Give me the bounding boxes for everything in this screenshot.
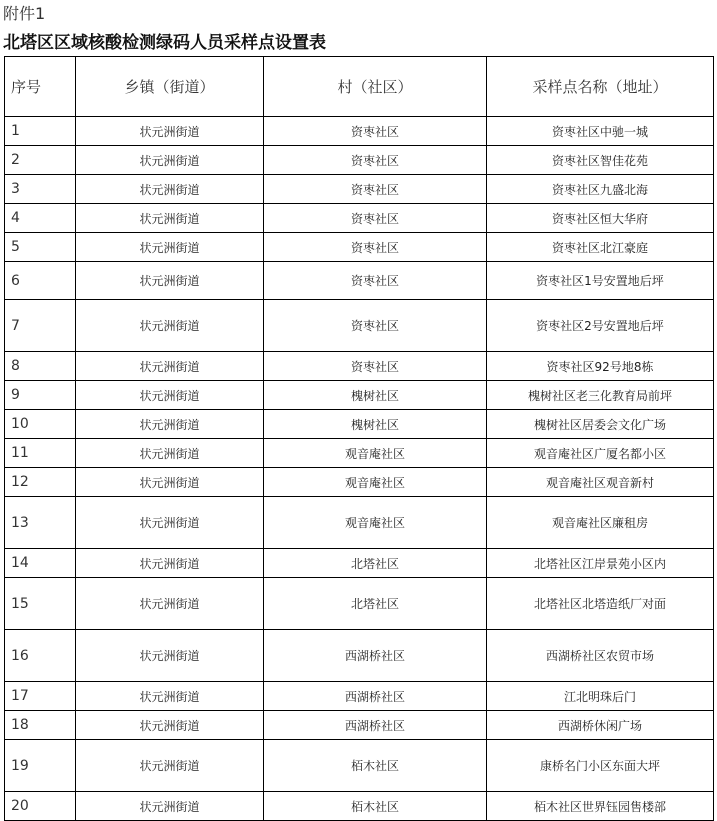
cell-village: 资枣社区 xyxy=(264,204,487,233)
sampling-sites-table xyxy=(4,56,714,821)
cell-town: 状元洲街道 xyxy=(76,439,264,468)
cell-town: 状元洲街道 xyxy=(76,497,264,549)
cell-village: 观音庵社区 xyxy=(264,468,487,497)
cell-serial-number: 9 xyxy=(5,381,76,410)
cell-serial-number: 18 xyxy=(5,711,76,740)
cell-serial-number: 11 xyxy=(5,439,76,468)
cell-site: 资枣社区九盛北海 xyxy=(487,175,714,204)
table-row xyxy=(5,300,714,352)
cell-site: 资枣社区92号地8栋 xyxy=(487,352,714,381)
table-row xyxy=(5,630,714,682)
table-row xyxy=(5,740,714,792)
header-serial-number: 序号 xyxy=(5,57,76,117)
cell-site: 资枣社区1号安置地后坪 xyxy=(487,262,714,300)
cell-site: 资枣社区2号安置地后坪 xyxy=(487,300,714,352)
cell-serial-number: 13 xyxy=(5,497,76,549)
table-row xyxy=(5,468,714,497)
cell-site: 栢木社区世界钰园售楼部 xyxy=(487,792,714,821)
cell-serial-number: 1 xyxy=(5,117,76,146)
cell-village: 资枣社区 xyxy=(264,117,487,146)
cell-village: 资枣社区 xyxy=(264,175,487,204)
cell-town: 状元洲街道 xyxy=(76,549,264,578)
cell-serial-number: 8 xyxy=(5,352,76,381)
cell-serial-number: 12 xyxy=(5,468,76,497)
cell-town: 状元洲街道 xyxy=(76,630,264,682)
table-row xyxy=(5,352,714,381)
cell-site: 西湖桥休闲广场 xyxy=(487,711,714,740)
table-row xyxy=(5,175,714,204)
cell-village: 资枣社区 xyxy=(264,300,487,352)
cell-town: 状元洲街道 xyxy=(76,711,264,740)
cell-site: 北塔社区北塔造纸厂对面 xyxy=(487,578,714,630)
cell-town: 状元洲街道 xyxy=(76,117,264,146)
cell-serial-number: 5 xyxy=(5,233,76,262)
cell-village: 北塔社区 xyxy=(264,549,487,578)
cell-village: 观音庵社区 xyxy=(264,439,487,468)
cell-serial-number: 2 xyxy=(5,146,76,175)
cell-village: 栢木社区 xyxy=(264,792,487,821)
table-row xyxy=(5,578,714,630)
table-row xyxy=(5,439,714,468)
cell-site: 观音庵社区观音新村 xyxy=(487,468,714,497)
cell-town: 状元洲街道 xyxy=(76,792,264,821)
table-row xyxy=(5,497,714,549)
cell-village: 资枣社区 xyxy=(264,233,487,262)
cell-town: 状元洲街道 xyxy=(76,381,264,410)
cell-town: 状元洲街道 xyxy=(76,740,264,792)
cell-serial-number: 20 xyxy=(5,792,76,821)
cell-village: 西湖桥社区 xyxy=(264,682,487,711)
cell-village: 栢木社区 xyxy=(264,740,487,792)
cell-site: 资枣社区智佳花苑 xyxy=(487,146,714,175)
cell-town: 状元洲街道 xyxy=(76,233,264,262)
cell-town: 状元洲街道 xyxy=(76,468,264,497)
cell-site: 西湖桥社区农贸市场 xyxy=(487,630,714,682)
table-row xyxy=(5,410,714,439)
cell-town: 状元洲街道 xyxy=(76,352,264,381)
table-body xyxy=(5,117,714,821)
table-row xyxy=(5,682,714,711)
cell-village: 槐树社区 xyxy=(264,381,487,410)
table-header-row xyxy=(5,57,714,117)
cell-town: 状元洲街道 xyxy=(76,300,264,352)
cell-site: 观音庵社区广厦名都小区 xyxy=(487,439,714,468)
cell-site: 江北明珠后门 xyxy=(487,682,714,711)
cell-serial-number: 6 xyxy=(5,262,76,300)
table-row xyxy=(5,262,714,300)
cell-site: 资枣社区中驰一城 xyxy=(487,117,714,146)
cell-serial-number: 19 xyxy=(5,740,76,792)
cell-village: 资枣社区 xyxy=(264,262,487,300)
cell-site: 观音庵社区廉租房 xyxy=(487,497,714,549)
cell-site: 槐树社区老三化教育局前坪 xyxy=(487,381,714,410)
cell-village: 槐树社区 xyxy=(264,410,487,439)
cell-village: 西湖桥社区 xyxy=(264,630,487,682)
cell-serial-number: 4 xyxy=(5,204,76,233)
cell-serial-number: 10 xyxy=(5,410,76,439)
table-row xyxy=(5,146,714,175)
cell-town: 状元洲街道 xyxy=(76,682,264,711)
cell-town: 状元洲街道 xyxy=(76,262,264,300)
cell-serial-number: 15 xyxy=(5,578,76,630)
header-town: 乡镇（街道） xyxy=(76,57,264,117)
table-row xyxy=(5,792,714,821)
cell-village: 北塔社区 xyxy=(264,578,487,630)
table-row xyxy=(5,117,714,146)
cell-site: 资枣社区恒大华府 xyxy=(487,204,714,233)
page-title: 北塔区区域核酸检测绿码人员采样点设置表 xyxy=(3,33,326,53)
cell-serial-number: 7 xyxy=(5,300,76,352)
cell-serial-number: 14 xyxy=(5,549,76,578)
cell-village: 西湖桥社区 xyxy=(264,711,487,740)
cell-town: 状元洲街道 xyxy=(76,578,264,630)
table-row xyxy=(5,711,714,740)
cell-serial-number: 16 xyxy=(5,630,76,682)
table-row xyxy=(5,233,714,262)
cell-town: 状元洲街道 xyxy=(76,146,264,175)
cell-site: 资枣社区北江豪庭 xyxy=(487,233,714,262)
cell-town: 状元洲街道 xyxy=(76,204,264,233)
cell-site: 康桥名门小区东面大坪 xyxy=(487,740,714,792)
cell-village: 观音庵社区 xyxy=(264,497,487,549)
cell-village: 资枣社区 xyxy=(264,146,487,175)
cell-site: 北塔社区江岸景苑小区内 xyxy=(487,549,714,578)
table-row xyxy=(5,381,714,410)
cell-town: 状元洲街道 xyxy=(76,410,264,439)
table-row xyxy=(5,549,714,578)
cell-serial-number: 17 xyxy=(5,682,76,711)
cell-village: 资枣社区 xyxy=(264,352,487,381)
header-site: 采样点名称（地址） xyxy=(487,57,714,117)
header-village: 村（社区） xyxy=(264,57,487,117)
cell-site: 槐树社区居委会文化广场 xyxy=(487,410,714,439)
cell-serial-number: 3 xyxy=(5,175,76,204)
attachment-label: 附件1 xyxy=(3,4,46,23)
cell-town: 状元洲街道 xyxy=(76,175,264,204)
table-row xyxy=(5,204,714,233)
